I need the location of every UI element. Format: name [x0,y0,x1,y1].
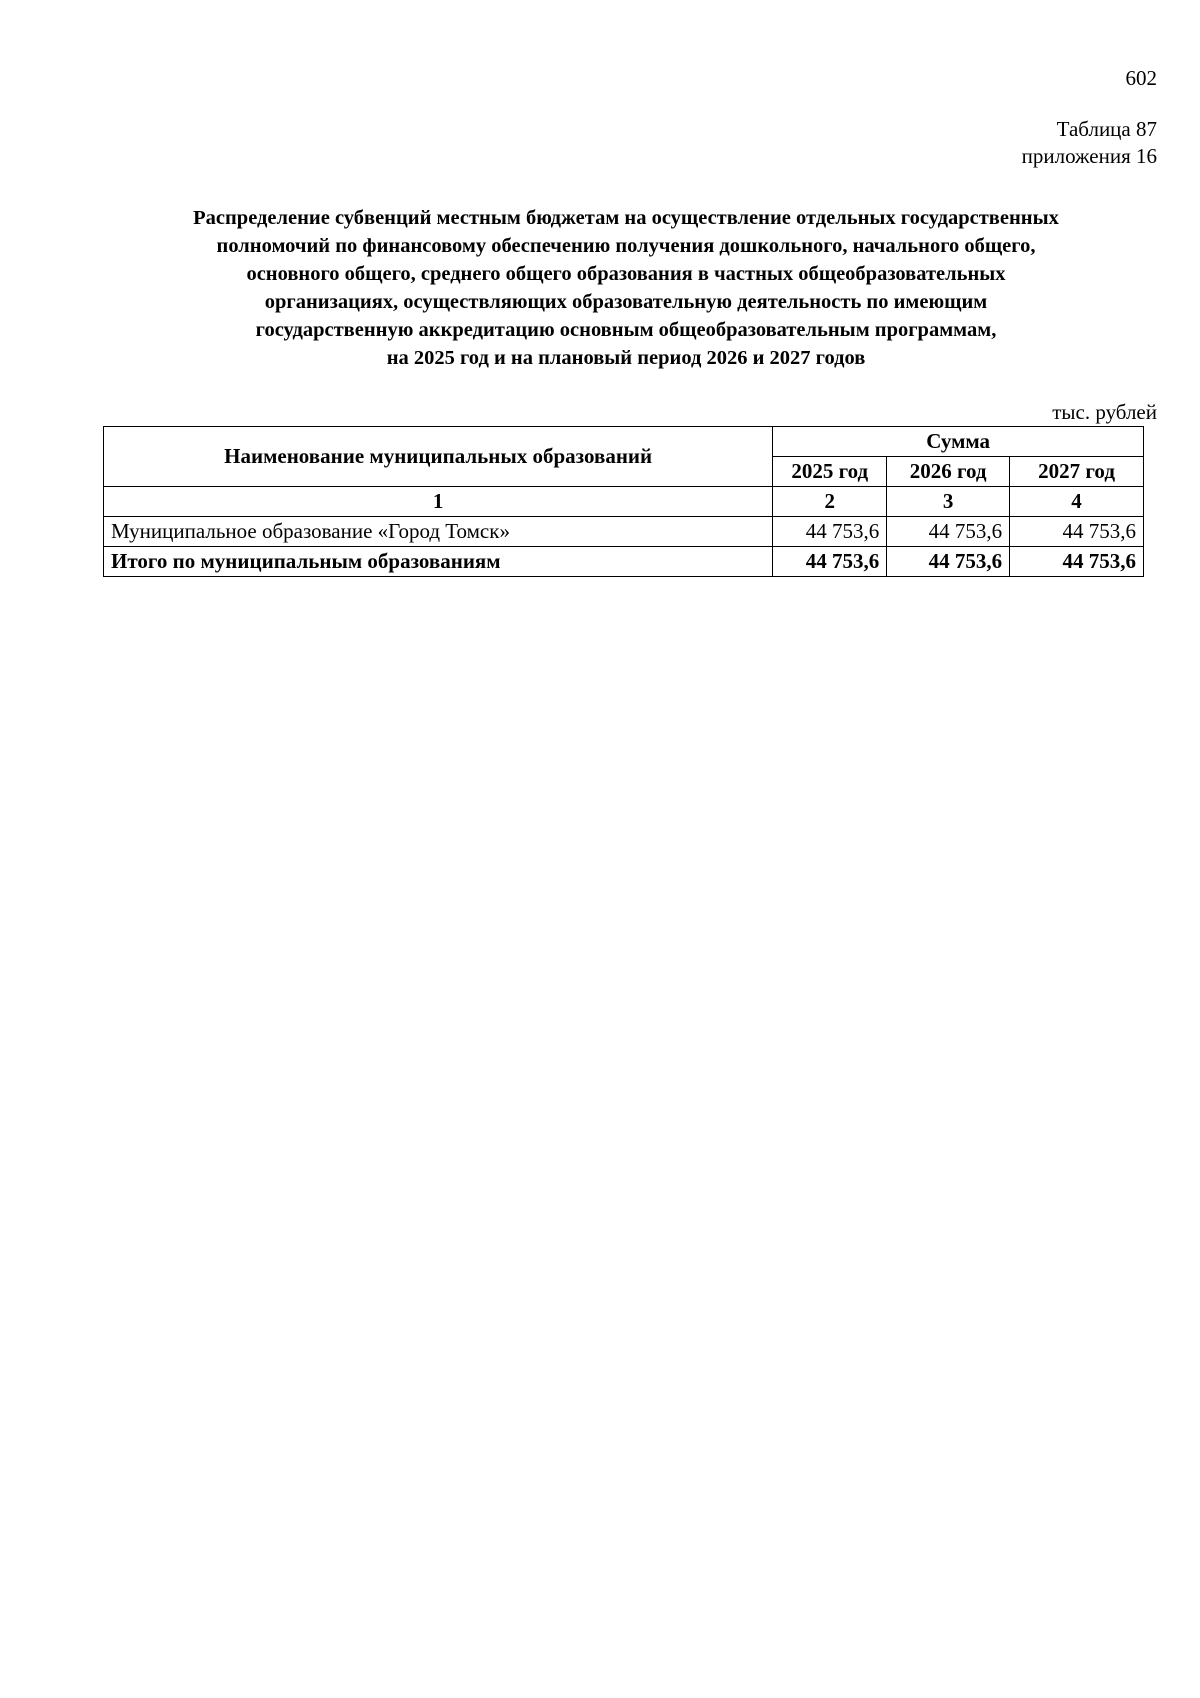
value-2027: 44 753,6 [1010,517,1144,547]
table-header-row [104,427,1144,457]
column-number: 4 [1010,487,1144,517]
year-header-2026: 2026 год [887,457,1010,487]
column-number: 2 [773,487,887,517]
title-line: государственную аккредитацию основным общеобразовательным программам, [255,319,997,341]
column-number: 3 [887,487,1010,517]
name-column-header: Наименование муниципальных образований [104,427,773,487]
units-label: тыс. рублей [1052,400,1157,424]
total-label: Итого по муниципальным образованиям [104,547,773,577]
sum-column-header: Сумма [773,427,1144,457]
total-2027: 44 753,6 [1010,547,1144,577]
municipality-name: Муниципальное образование «Город Томск» [104,517,773,547]
year-header-2027: 2027 год [1010,457,1144,487]
page-number: 602 [1125,66,1157,90]
subventions-table [103,426,1144,577]
total-2025: 44 753,6 [773,547,887,577]
value-2026: 44 753,6 [887,517,1010,547]
title-line: на 2025 год и на плановый период 2026 и 2027 годов [386,347,866,369]
table-caption-appendix: приложения 16 [1021,144,1157,168]
title-line: организациях, осуществляющих образовательную деятельность по имеющим [264,291,988,313]
table-caption [1022,116,1157,170]
column-number-row [104,487,1144,517]
document-title [96,204,1156,372]
table-row [104,517,1144,547]
table-caption-number: Таблица 87 [1056,117,1157,141]
total-2026: 44 753,6 [887,547,1010,577]
title-line: полномочий по финансовому обеспечению получения дошкольного, начального общего, [216,235,1036,257]
total-row [104,547,1144,577]
value-2025: 44 753,6 [773,517,887,547]
title-line: Распределение субвенций местным бюджетам на осуществление отдельных государственных [193,207,1059,229]
year-header-2025: 2025 год [773,457,887,487]
column-number: 1 [104,487,773,517]
title-line: основного общего, среднего общего образования в частных общеобразовательных [246,263,1006,285]
